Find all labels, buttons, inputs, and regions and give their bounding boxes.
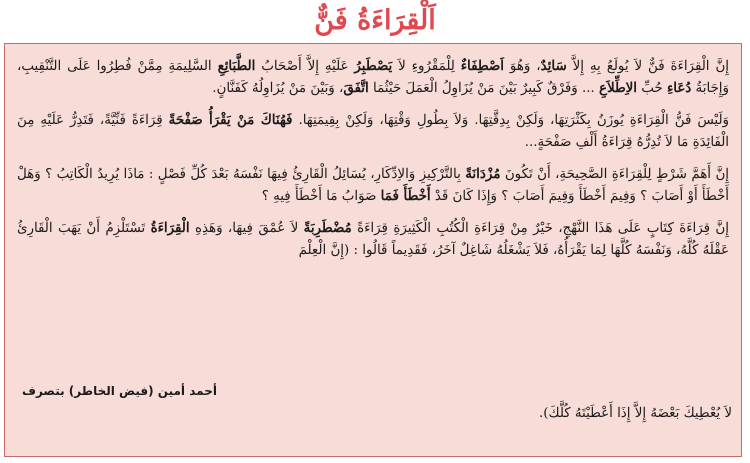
text-segment: السَّلِيمَةِ مِمَّنْ فُطِرُوا عَلَى التَّنْقِيبِ، وَإِجَابَةُ — [17, 59, 729, 96]
text-segment: قِرَاءَةً فَنِّيَّةً، فَتَدِرُّ عَلَيْهِ مِنَ الْفَائِدَةِ مَا لاَ تُدِرُّهُ قِرَاءَةُ أَلْفِ صَفْحَةٍ... — [17, 113, 729, 150]
text-segment: إِنَّ قِرَاءَةَ كِتَابٍ عَلَى هَذَا النَّهْجِ، خَيْرٌ مِنْ قِرَاءَةِ الْكُتُبِ الْكَثِيرَةِ قِرَاءَةً — [351, 221, 729, 236]
text-segment: ، وَهُوَ — [504, 59, 541, 74]
bold-phrase: مُزْدَانَةً — [465, 166, 501, 182]
bold-phrase: الْقِرَاءَةُ — [150, 220, 190, 236]
text-segment: صَوَابُ مَا أَخْطَأَ فِيهِ ؟ — [261, 188, 381, 204]
paragraph-4 — [17, 218, 729, 261]
bold-phrase: الاِطِّلاَعِ — [598, 79, 637, 96]
text-segment: تَسْتَلْزِمُ أَنْ يَهَبَ الْقَارِئُ عَقْلَهُ كُلَّهُ، وَنَفْسَهُ كُلَّهَا لِمَا يَقْرَأُهُ، فَلاَ يَشْغَلُهُ شَاغِلٌ آخَرُ، فَقَدِيماً قَالُوا : (إِنَّ الْعِلْمَ — [17, 221, 729, 258]
page-title: اَلْقِرَاءَةُ فَنٌّ — [314, 5, 436, 36]
bold-phrase: اتَّفَقَ — [343, 79, 369, 96]
source-attribution: أحمد أمين (فيض الخاطر) بتصرف — [22, 384, 217, 398]
text-segment: عَلَيْهِ إِلاَّ أَصْحَابُ — [255, 59, 355, 74]
bold-phrase: اَصْطِفَاءٌ — [460, 58, 504, 74]
last-line: لاَ يُعْطِيكَ بَعْضَهُ إِلاَّ إِذَا أَعْطَيْتَهُ كُلَّكَ). — [539, 406, 732, 421]
bold-phrase: فَهُنَاكَ مَنْ يَقْرَأُ صَفْحَةً — [168, 112, 293, 128]
bold-phrase: أَخْطَأَ فَمَا — [380, 187, 431, 204]
bold-phrase: دُعَاءِ — [666, 79, 692, 96]
text-segment: لِلْمَقْرُوءِ لاَ — [392, 59, 461, 74]
text-segment: حُبِّ — [636, 80, 667, 96]
text-segment: وَلَيْسَ فَنُّ الْقِرَاءَةِ يُوزَنُ بِكَثْرَتِهَا، وَلَكِنْ بِدِقَّتِهَا. وَلاَ بِطُولِ وَقْتِهَا، وَلَكِنْ بِقِيمَتِهَا. — [292, 113, 729, 128]
bold-phrase: الطَّبَائِعِ — [217, 58, 256, 74]
text-segment: بِالتَّرْكِيزِ وَالاِدِّكَارِ، يُسَائِلُ الْقَارِئُ فِيهَا نَفْسَهُ بَعْدَ كُلِّ فَصْلٍ : مَاذَا يُرِيدُ الْكَاتِبُ ؟ وَهَلْ أَخْطَأَ أَوْ أَصَابَ ؟ وَفِيمَ أَخْطَأَ وَفِيمَ أَصَابَ ؟ وَإِذَا كَانَ قَدْ — [17, 167, 729, 204]
text-segment: إِنَّ الْقِرَاءَةَ فَنٌّ لاَ يُولَعُ بِهِ إِلاَّ — [566, 59, 729, 74]
paragraph-3 — [17, 164, 729, 207]
text-segment: ، وَبَيْنَ مَنْ يُزَاوِلُهُ كَفَنَّانٍ. — [212, 80, 344, 96]
paragraph-2 — [17, 110, 729, 153]
bold-phrase: يَصْطَبِرُ — [354, 58, 393, 74]
text-segment: ... وَفَرْقٌ كَبِيرٌ بَيْنَ مَنْ يُزَاوِلُ الْعَمَلَ حَيْثُمَا — [368, 80, 599, 96]
paragraph-1 — [17, 56, 729, 99]
bold-phrase: مُضْطَرِبَةً — [303, 220, 352, 236]
text-segment: إِنَّ أَهَمَّ شَرْطٍ لِلْقِرَاءَةِ الصَّحِيحَةِ، أَنْ تَكُونَ — [500, 167, 729, 182]
text-segment: لاَ عُمْقَ فِيهَا، وَهَذِهِ — [189, 221, 304, 236]
bold-phrase: سَائِدٌ — [540, 58, 567, 74]
